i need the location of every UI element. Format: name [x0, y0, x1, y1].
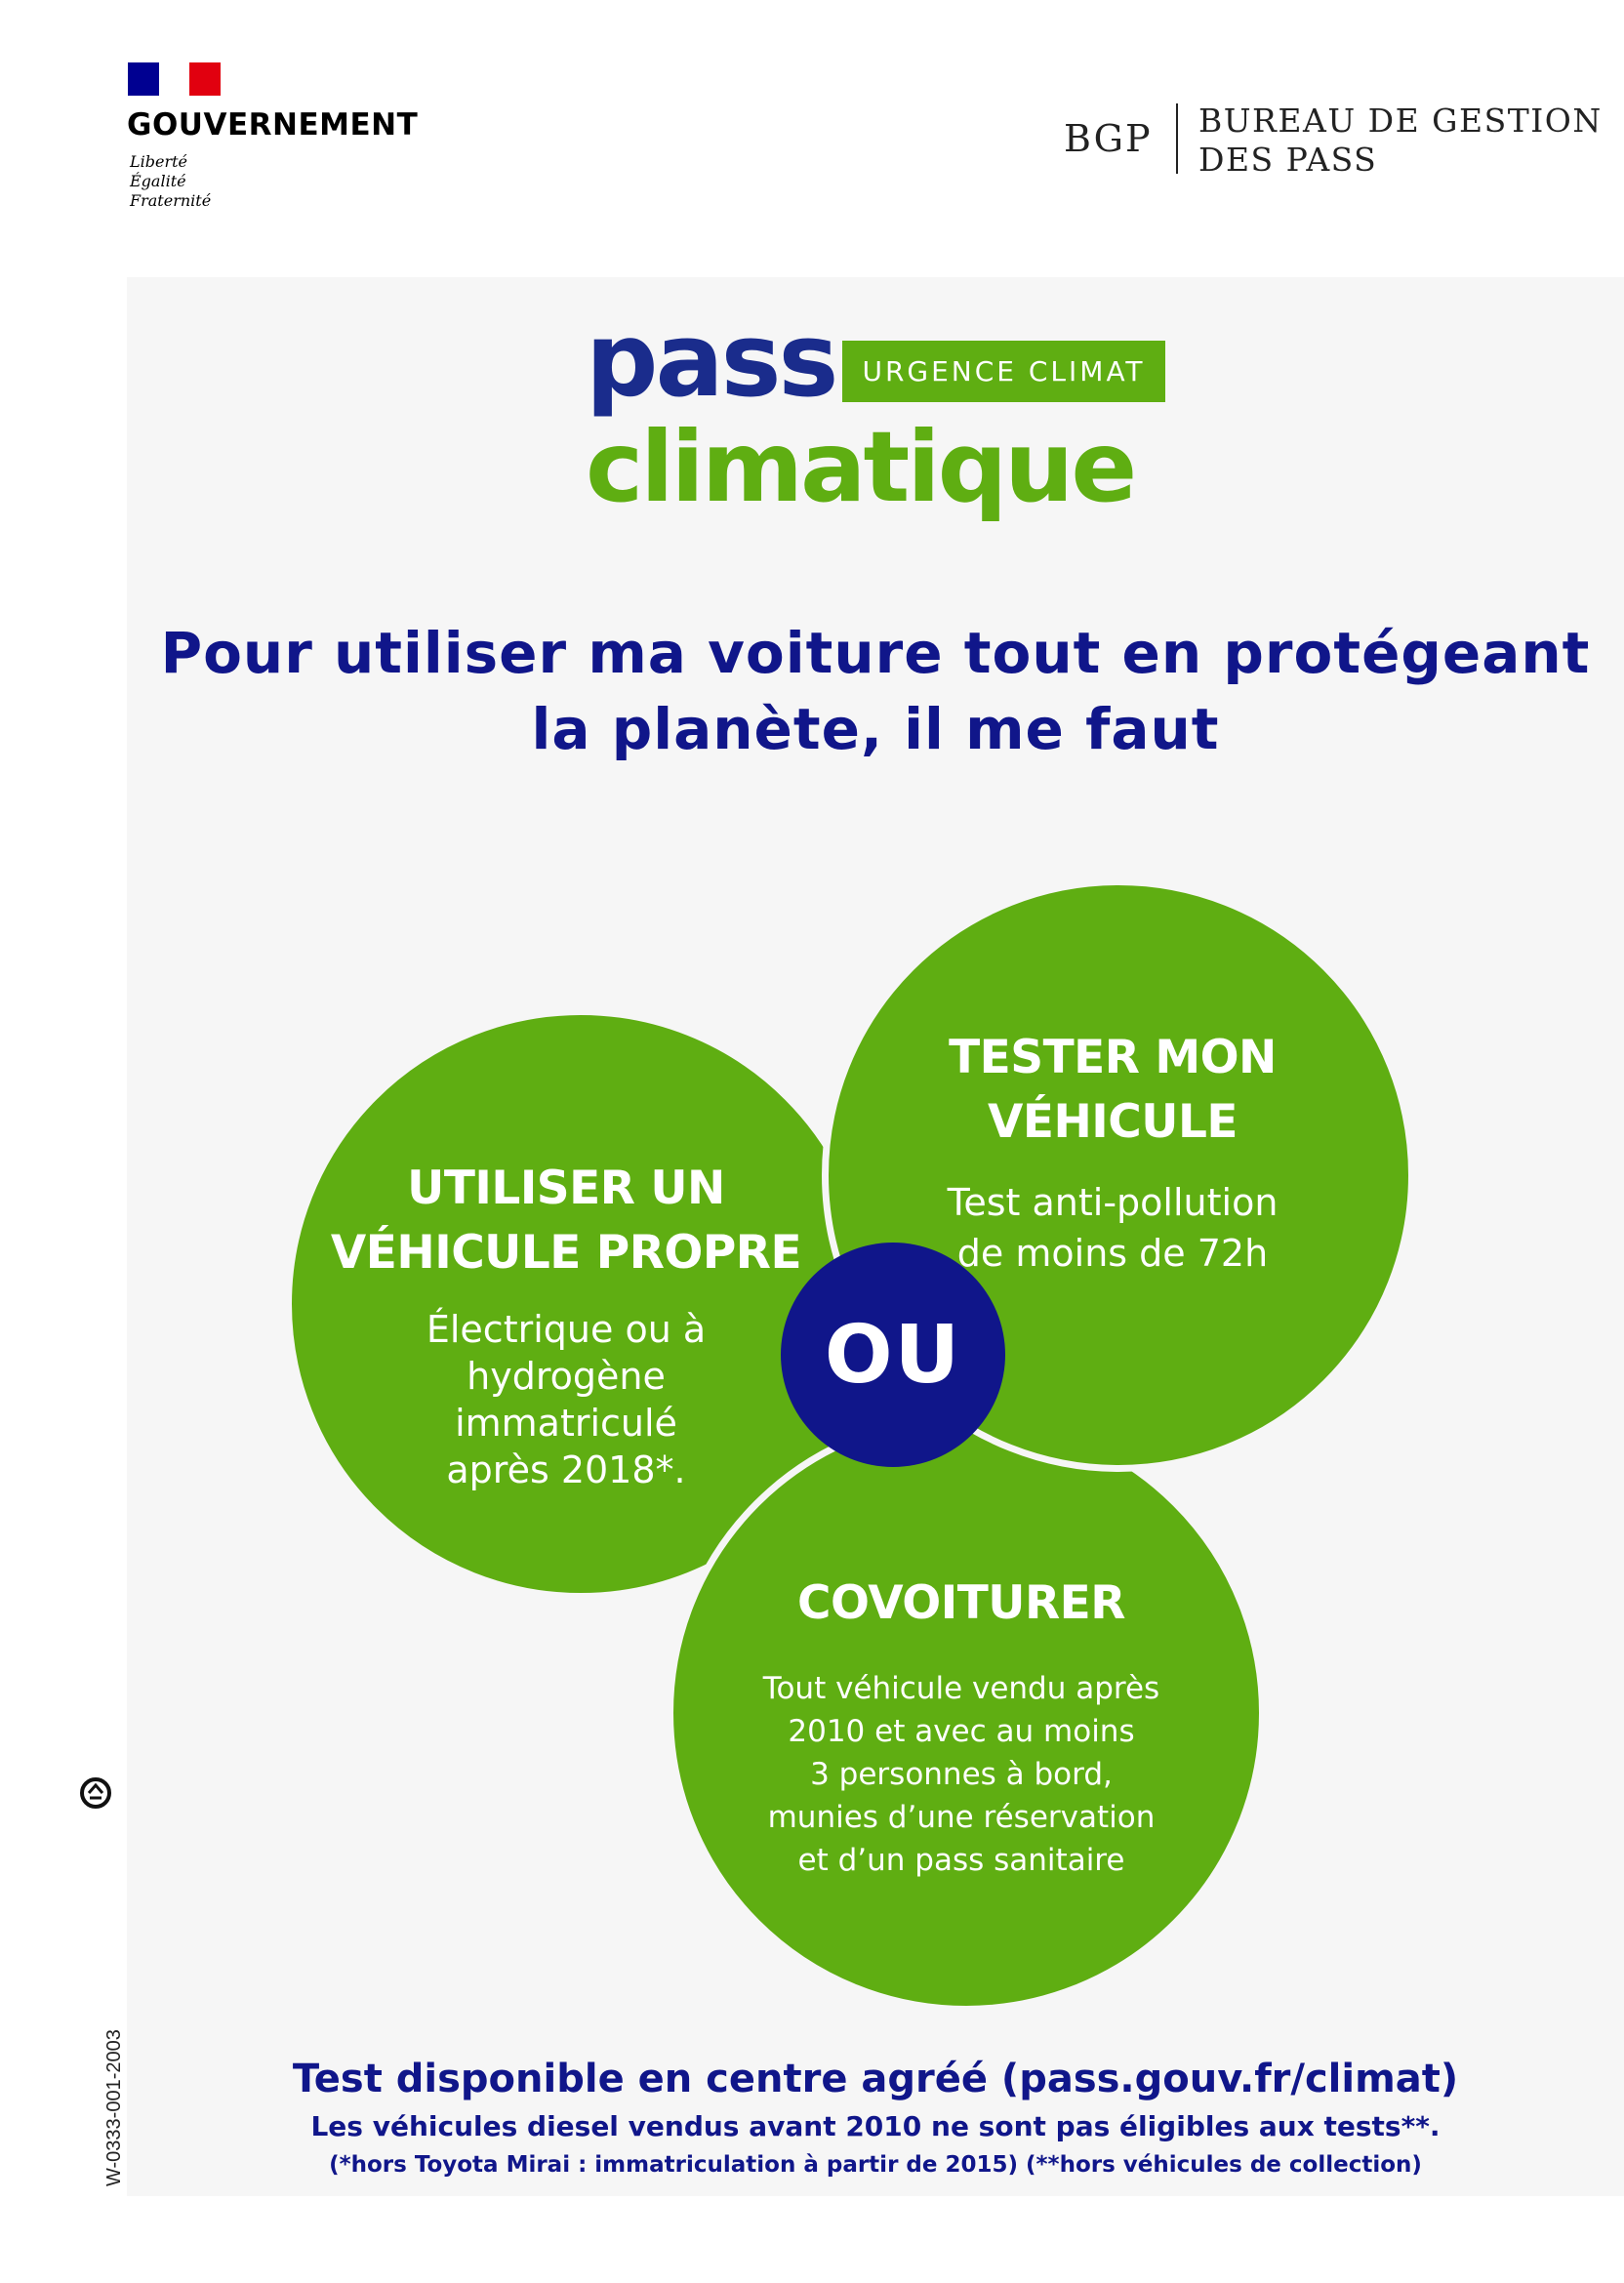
test-vehicle-body: Test anti-pollution de moins de 72h — [947, 1181, 1279, 1275]
bureau-abbreviation: BGP — [1064, 117, 1153, 160]
bureau-divider — [1176, 103, 1178, 174]
french-flag-logo — [128, 62, 221, 96]
recycle-icon — [79, 1776, 112, 1810]
government-motto: Liberté Égalité Fraternité — [130, 152, 212, 210]
ou-connector-badge: OU — [781, 1243, 1005, 1467]
footer-footnotes: (*hors Toyota Mirai : immatriculation à partir de 2015) (**hors véhicules de collection) — [329, 2152, 1422, 2178]
document-reference-code: W-0333-001-2003 — [103, 2029, 125, 2186]
bureau-name: BUREAU DE GESTION DES PASS — [1198, 102, 1603, 179]
carpool-body: Tout véhicule vendu après 2010 et avec au moins 3 personnes à bord, munies d’une réservation et d’un pass sanitaire — [762, 1671, 1160, 1878]
urgence-climat-badge: URGENCE CLIMAT — [842, 341, 1165, 402]
clean-vehicle-body: Électrique ou à hydrogène immatriculé après 2018*. — [426, 1308, 707, 1491]
footer-test-info: Test disponible en centre agréé (pass.gouv.fr/climat) — [292, 2057, 1459, 2101]
footer-diesel-note: Les véhicules diesel vendus avant 2010 ne sont pas éligibles aux tests**. — [310, 2110, 1441, 2142]
clean-vehicle-title: UTILISER UN VÉHICULE PROPRE — [330, 1162, 802, 1280]
carpool-title: COVOITURER — [797, 1576, 1125, 1630]
test-vehicle-title: TESTER MON VÉHICULE — [949, 1031, 1277, 1149]
logo-word-climatique: climatique — [586, 410, 1135, 524]
government-title: GOUVERNEMENT — [127, 107, 419, 143]
logo-word-pass: pass — [586, 301, 836, 420]
headline: Pour utiliser ma voiture tout en protégeant la planète, il me faut — [160, 620, 1591, 762]
